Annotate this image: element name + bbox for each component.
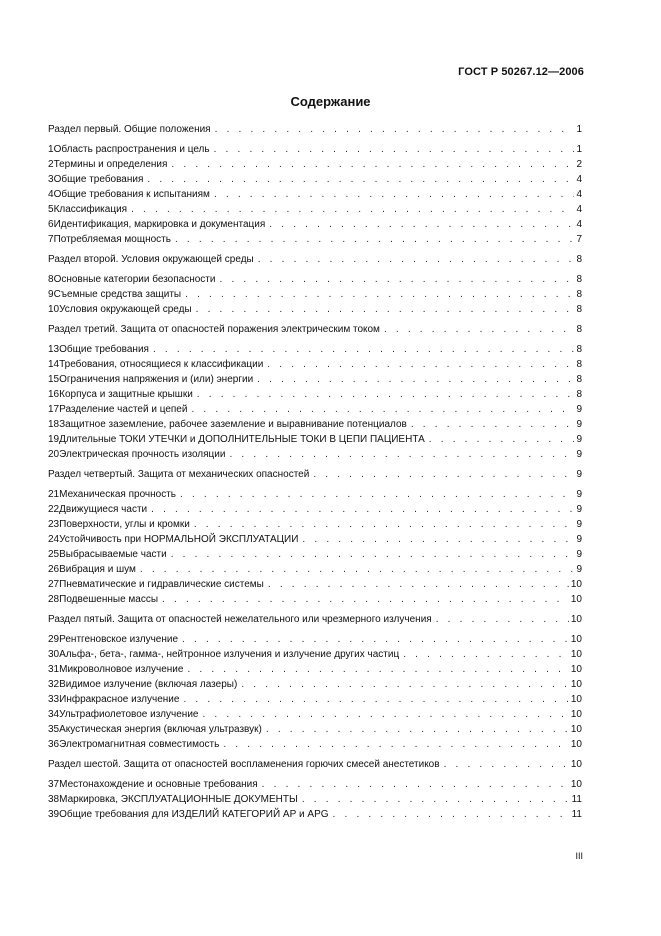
toc-item-row[interactable] [48, 142, 582, 157]
toc-page-number: 9 [576, 519, 582, 530]
toc-item-row[interactable] [48, 647, 582, 662]
toc-section-row[interactable] [48, 467, 582, 482]
toc-item-label: Электромагнитная совместимость [59, 739, 220, 750]
toc-item-row[interactable] [48, 532, 582, 547]
toc-page-number: 8 [576, 289, 582, 300]
toc-item-label: Движущиеся части [59, 504, 148, 515]
toc-item-label: Инфракрасное излучение [59, 694, 180, 705]
dot-leader [258, 252, 575, 267]
toc-section-label: Раздел третий. Защита от опасностей поражения электрическим током [48, 324, 380, 335]
dot-leader [257, 372, 574, 387]
toc-item-label: Вибрация и шум [59, 564, 136, 575]
toc-item-label: Ограничения напряжения и (или) энергии [59, 374, 254, 385]
toc-item-label: Общие требования к испытаниям [53, 189, 210, 200]
dot-leader [140, 562, 575, 577]
toc-item-row[interactable] [48, 402, 582, 417]
toc-item-label: Общие требования [53, 174, 144, 185]
toc-page-number: 9 [576, 534, 582, 545]
toc-item-number: 8 [48, 274, 54, 285]
toc-section-row[interactable] [48, 612, 582, 627]
toc-item-row[interactable] [48, 517, 582, 532]
toc-page-number: 1 [576, 124, 582, 135]
table-of-contents [48, 122, 582, 822]
dot-leader [223, 737, 569, 752]
toc-page-number: 4 [576, 174, 582, 185]
toc-page-number: 8 [576, 344, 582, 355]
toc-item-row[interactable] [48, 547, 582, 562]
toc-page-number: 9 [576, 469, 582, 480]
toc-page-number: 9 [576, 504, 582, 515]
toc-item-row[interactable] [48, 807, 582, 822]
toc-item-label: Поверхности, углы и кромки [59, 519, 190, 530]
toc-item-label: Идентификация, маркировка и документация [53, 219, 266, 230]
toc-page-number: 10 [570, 779, 582, 790]
toc-item-number: 9 [48, 289, 54, 300]
toc-item-row[interactable] [48, 172, 582, 187]
dot-leader [197, 387, 575, 402]
dot-leader [302, 532, 574, 547]
toc-page-number: 10 [570, 724, 582, 735]
toc-item-row[interactable] [48, 577, 582, 592]
toc-page-number: 9 [576, 434, 582, 445]
toc-item-number: 35 [48, 724, 60, 735]
toc-item-row[interactable] [48, 232, 582, 247]
toc-item-label: Длительные ТОКИ УТЕЧКИ и ДОПОЛНИТЕЛЬНЫЕ ТОКИ В ЦЕПИ ПАЦИЕНТА [59, 434, 425, 445]
toc-item-row[interactable] [48, 707, 582, 722]
dot-leader [436, 612, 569, 627]
toc-item-label: Классификация [53, 204, 128, 215]
toc-item-number: 36 [48, 739, 60, 750]
toc-section-row[interactable] [48, 252, 582, 267]
toc-section-label: Раздел шестой. Защита от опасностей воспламенения горючих смесей анестетиков [48, 759, 440, 770]
toc-item-number: 34 [48, 709, 60, 720]
dot-leader [229, 447, 574, 462]
dot-leader [444, 757, 569, 772]
dot-leader [147, 172, 574, 187]
toc-page-number: 8 [576, 304, 582, 315]
toc-page-number: 2 [576, 159, 582, 170]
toc-item-label: Общие требования для ИЗДЕЛИЙ КАТЕГОРИЙ АР и APG [59, 809, 329, 820]
toc-item-row[interactable] [48, 677, 582, 692]
toc-item-number: 24 [48, 534, 60, 545]
toc-item-label: Рентгеновское излучение [59, 634, 179, 645]
toc-item-label: Ультрафиолетовое излучение [59, 709, 199, 720]
toc-item-number: 29 [48, 634, 60, 645]
toc-page-number: 10 [570, 614, 582, 625]
dot-leader [313, 467, 574, 482]
toc-item-row[interactable] [48, 447, 582, 462]
toc-item-label: Область распространения и цель [53, 144, 210, 155]
dot-leader [429, 432, 575, 447]
toc-page-number: 4 [576, 189, 582, 200]
toc-item-row[interactable] [48, 737, 582, 752]
dot-leader [267, 357, 574, 372]
toc-item-number: 15 [48, 374, 60, 385]
toc-page-number: 8 [576, 374, 582, 385]
toc-item-label: Разделение частей и цепей [59, 404, 188, 415]
toc-item-number: 13 [48, 344, 60, 355]
toc-item-number: 37 [48, 779, 60, 790]
toc-item-number: 6 [48, 219, 54, 230]
toc-item-number: 31 [48, 664, 60, 675]
toc-page-number: 11 [571, 794, 582, 805]
toc-section-row[interactable] [48, 122, 582, 137]
toc-item-number: 4 [48, 189, 54, 200]
toc-item-number: 17 [48, 404, 60, 415]
toc-item-row[interactable] [48, 487, 582, 502]
toc-item-row[interactable] [48, 722, 582, 737]
toc-page-number: 8 [576, 254, 582, 265]
toc-section-label: Раздел второй. Условия окружающей среды [48, 254, 254, 265]
toc-item-row[interactable] [48, 777, 582, 792]
dot-leader [180, 487, 574, 502]
toc-item-label: Местонахождение и основные требования [59, 779, 258, 790]
toc-section-row[interactable] [48, 322, 582, 337]
toc-item-number: 22 [48, 504, 60, 515]
toc-item-number: 21 [48, 489, 60, 500]
toc-item-label: Корпуса и защитные крышки [59, 389, 193, 400]
toc-item-number: 26 [48, 564, 60, 575]
dot-leader [214, 142, 575, 157]
toc-item-number: 1 [48, 144, 54, 155]
dot-leader [196, 302, 575, 317]
toc-item-label: Микроволновое излучение [59, 664, 184, 675]
toc-page-number: 9 [576, 564, 582, 575]
toc-page-number: 8 [576, 359, 582, 370]
dot-leader [269, 217, 574, 232]
toc-page-number: 9 [576, 449, 582, 460]
toc-item-number: 3 [48, 174, 54, 185]
toc-item-row[interactable] [48, 632, 582, 647]
toc-item-label: Выбрасываемые части [59, 549, 167, 560]
toc-item-row[interactable] [48, 372, 582, 387]
toc-section-label: Раздел первый. Общие положения [48, 124, 211, 135]
toc-item-row[interactable] [48, 157, 582, 172]
toc-item-number: 28 [48, 594, 60, 605]
dot-leader [183, 692, 568, 707]
toc-item-row[interactable] [48, 502, 582, 517]
toc-item-label: Устойчивость при НОРМАЛЬНОЙ ЭКСПЛУАТАЦИИ [59, 534, 299, 545]
dot-leader [131, 202, 574, 217]
document-code: ГОСТ Р 50267.12—2006 [458, 66, 584, 78]
dot-leader [262, 777, 569, 792]
toc-page-number: 10 [570, 679, 582, 690]
dot-leader [384, 322, 575, 337]
toc-item-row[interactable] [48, 202, 582, 217]
page-folio: III [575, 851, 583, 861]
toc-item-number: 32 [48, 679, 60, 690]
toc-page-number: 10 [570, 634, 582, 645]
toc-page-number: 10 [570, 579, 582, 590]
dot-leader [241, 677, 569, 692]
toc-item-row[interactable] [48, 417, 582, 432]
toc-item-row[interactable] [48, 792, 582, 807]
dot-leader [171, 547, 575, 562]
toc-item-label: Защитное заземление, рабочее заземление и выравнивание потенциалов [59, 419, 407, 430]
dot-leader [266, 722, 569, 737]
toc-item-row[interactable] [48, 342, 582, 357]
toc-page-number: 9 [576, 419, 582, 430]
toc-item-label: Основные категории безопасности [53, 274, 216, 285]
dot-leader [268, 577, 569, 592]
dot-leader [175, 232, 574, 247]
toc-item-row[interactable] [48, 387, 582, 402]
dot-leader [185, 287, 574, 302]
dot-leader [153, 342, 574, 357]
toc-item-row[interactable] [48, 432, 582, 447]
toc-item-row[interactable] [48, 272, 582, 287]
toc-item-row[interactable] [48, 187, 582, 202]
dot-leader [219, 272, 574, 287]
dot-leader [403, 647, 569, 662]
dot-leader [187, 662, 568, 677]
toc-item-row[interactable] [48, 692, 582, 707]
toc-page-number: 4 [576, 204, 582, 215]
toc-item-label: Общие требования [59, 344, 149, 355]
dot-leader [171, 157, 574, 172]
toc-item-number: 30 [48, 649, 60, 660]
dot-leader [182, 632, 569, 647]
toc-item-number: 5 [48, 204, 54, 215]
dot-leader [214, 187, 575, 202]
toc-page-number: 10 [570, 739, 582, 750]
toc-item-label: Термины и определения [53, 159, 168, 170]
toc-item-label: Пневматические и гидравлические системы [59, 579, 264, 590]
toc-item-label: Альфа-, бета-, гамма-, нейтронное излучения и излучение других частиц [59, 649, 400, 660]
toc-item-row[interactable] [48, 287, 582, 302]
dot-leader [191, 402, 574, 417]
toc-item-number: 2 [48, 159, 54, 170]
toc-item-label: Подвешенные массы [59, 594, 159, 605]
toc-section-row[interactable] [48, 757, 582, 772]
toc-item-number: 16 [48, 389, 60, 400]
toc-page-number: 11 [571, 809, 582, 820]
toc-item-label: Видимое излучение (включая лазеры) [59, 679, 238, 690]
toc-item-label: Электрическая прочность изоляции [59, 449, 226, 460]
dot-leader [333, 807, 570, 822]
toc-page-number: 10 [570, 649, 582, 660]
toc-page-number: 10 [570, 594, 582, 605]
toc-item-label: Акустическая энергия (включая ультразвук) [59, 724, 262, 735]
toc-item-label: Механическая прочность [59, 489, 176, 500]
toc-item-number: 10 [48, 304, 60, 315]
toc-item-label: Условия окружающей среды [59, 304, 192, 315]
toc-section-label: Раздел четвертый. Защита от механических опасностей [48, 469, 310, 480]
toc-page-number: 10 [570, 664, 582, 675]
toc-page-number: 9 [576, 489, 582, 500]
toc-item-label: Маркировка, ЭКСПЛУАТАЦИОННЫЕ ДОКУМЕНТЫ [59, 794, 298, 805]
toc-section-label: Раздел пятый. Защита от опасностей нежелательного или чрезмерного излучения [48, 614, 432, 625]
toc-item-row[interactable] [48, 562, 582, 577]
toc-page-number: 10 [570, 694, 582, 705]
toc-item-number: 25 [48, 549, 60, 560]
toc-item-label: Потребляемая мощность [53, 234, 171, 245]
toc-item-row[interactable] [48, 302, 582, 317]
toc-page-number: 10 [570, 759, 582, 770]
toc-page-number: 9 [576, 549, 582, 560]
toc-item-number: 33 [48, 694, 60, 705]
toc-page-number: 8 [576, 389, 582, 400]
toc-item-number: 23 [48, 519, 60, 530]
dot-leader [151, 502, 574, 517]
toc-item-number: 19 [48, 434, 60, 445]
toc-item-label: Требования, относящиеся к классификации [59, 359, 264, 370]
toc-page-number: 4 [576, 219, 582, 230]
toc-item-number: 18 [48, 419, 60, 430]
dot-leader [411, 417, 575, 432]
toc-item-row[interactable] [48, 592, 582, 607]
toc-page-number: 9 [576, 404, 582, 415]
dot-leader [302, 792, 570, 807]
dot-leader [202, 707, 568, 722]
toc-item-number: 20 [48, 449, 60, 460]
toc-page-number: 8 [576, 274, 582, 285]
toc-item-label: Съемные средства защиты [53, 289, 182, 300]
toc-page-number: 1 [576, 144, 582, 155]
dot-leader [162, 592, 569, 607]
toc-page-number: 7 [576, 234, 582, 245]
toc-item-row[interactable] [48, 662, 582, 677]
toc-item-number: 27 [48, 579, 60, 590]
toc-item-number: 39 [48, 809, 60, 820]
toc-page-number: 8 [576, 324, 582, 335]
toc-item-number: 7 [48, 234, 54, 245]
toc-item-number: 14 [48, 359, 60, 370]
toc-item-row[interactable] [48, 217, 582, 232]
toc-item-row[interactable] [48, 357, 582, 372]
dot-leader [194, 517, 575, 532]
page-title: Содержание [290, 94, 371, 109]
toc-item-number: 38 [48, 794, 60, 805]
dot-leader [215, 122, 575, 137]
toc-page-number: 10 [570, 709, 582, 720]
